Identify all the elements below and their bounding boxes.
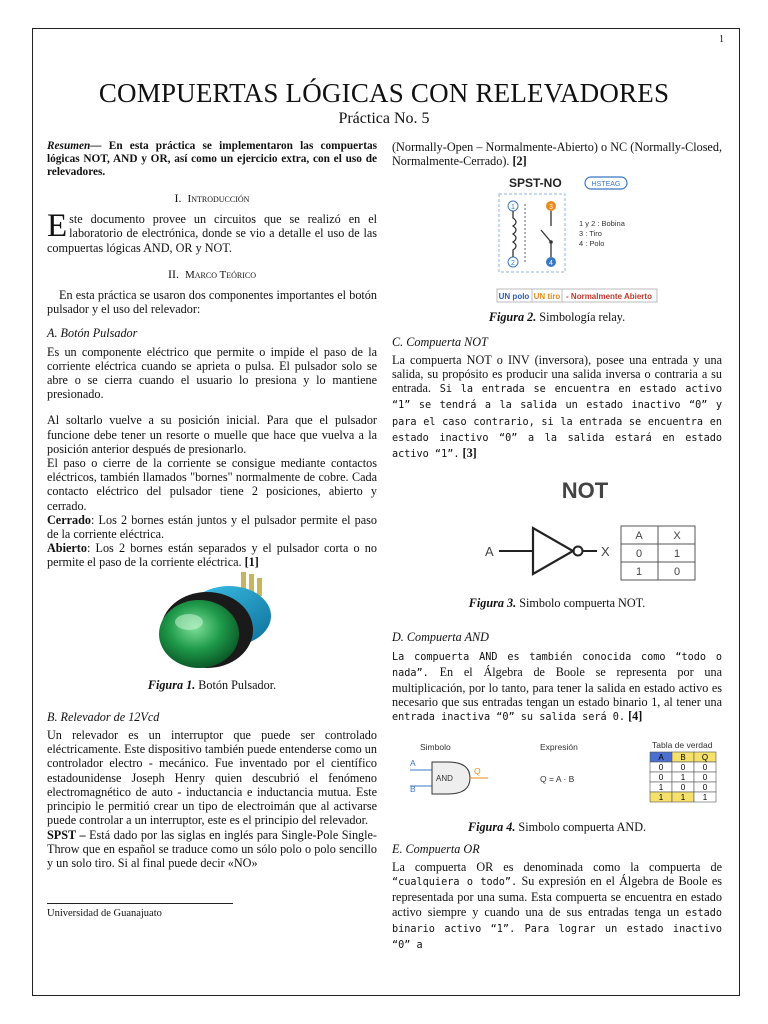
footnote: Universidad de Guanajuato (47, 908, 162, 919)
citation: [3] (459, 446, 477, 461)
footnote-rule (47, 903, 233, 904)
and-truth-table (650, 752, 716, 802)
and-table-cell: 1 (702, 792, 708, 802)
spst-label: SPST – (47, 827, 86, 842)
and-table-cell: 0 (702, 762, 708, 772)
abstract-label: Resumen— (47, 140, 102, 152)
not-gate-figure (437, 470, 681, 588)
intro-paragraph (47, 208, 377, 255)
citation: [1] (244, 555, 259, 570)
right-column (392, 140, 722, 953)
and-table-cell: 0 (702, 782, 708, 792)
or-paragraph (392, 860, 722, 953)
relevador-p1: Un relevador es un interruptor que puede ser controlado eléctricamente. Este dispositivo también puede entenderse como un controlador electro - mecánico. Fue inventado por el científico estadounidense Joseph Henry quien descubrió el fenómeno electromagnético de auto - inductancia e inductancia mutua. Este principio le permitió crear un tipo de electroimán que al activarse puede controlar a un interruptor, este es el principio del relevador. (47, 728, 377, 828)
figure-4-caption (392, 820, 722, 834)
figure-caption-text: Simbolo compuerta AND. (515, 819, 647, 834)
and-table-cell: 0 (658, 772, 664, 782)
boton-p2: Al soltarlo vuelve a su posición inicial. Para que el pulsador funcione debe tener un resorte o muelle que hace que vuelva a la posición anterior después de presionarlo. (47, 413, 377, 456)
figure-3-caption (392, 596, 722, 610)
left-column (47, 140, 377, 870)
and-table-cell: 1 (658, 782, 664, 792)
legend-bar-tiro: UN tiro (533, 292, 561, 302)
not-input-label: A (485, 544, 494, 560)
section-number: I. (174, 191, 182, 205)
and-gate-label: AND (436, 773, 453, 783)
intro-text: ste documento provee un circuitos que se realizó en el laboratorio de electrónica, donde se vio a detalle el uso de las compuertas lógicas AND, OR y NOT. (47, 212, 377, 255)
section-heading-intro (47, 191, 377, 206)
terminal-4: 4 (549, 260, 553, 268)
figure-caption-text: Simbolo compuerta NOT. (516, 596, 646, 611)
and-table-cell: 1 (680, 792, 686, 802)
relay-symbol-figure (457, 174, 657, 306)
legend-bar-polo: UN polo (498, 292, 530, 302)
and-input-a: A (410, 757, 416, 768)
paper-title: COMPUERTAS LÓGICAS CON RELEVADORES (98, 78, 670, 108)
citation: [4] (625, 709, 643, 724)
or-text-1: La compuerta OR es denominada como la compuerta de (392, 860, 722, 875)
and-input-b: B (410, 783, 416, 794)
spst-text: Está dado por las siglas en inglés para Single-Pole Single-Throw que en español se traduce como un sólo polo o polo sencillo y un solo tiro. Si al final puede decir «NO» (47, 827, 377, 870)
and-table-cell: 1 (680, 772, 686, 782)
citation: [2] (512, 154, 527, 169)
relay-logo: HSTEAG (591, 181, 621, 189)
subsection-boton: A. Botón Pulsador (47, 326, 138, 341)
subsection-or: E. Compuerta OR (392, 841, 480, 856)
figure-label: Figura 1. (147, 677, 196, 692)
figure-2-caption (392, 310, 722, 324)
and-table-header: A (658, 752, 664, 762)
and-table-cell: 0 (680, 782, 686, 792)
not-output-label: X (601, 544, 610, 560)
and-paragraph (392, 649, 722, 726)
not-table-header-a: A (635, 530, 643, 543)
not-table-cell: 1 (635, 566, 643, 579)
relevador-spst (47, 828, 377, 871)
not-gate-icon (533, 528, 573, 574)
and-header-symbol: Simbolo (420, 741, 451, 752)
and-header-table: Tabla de verdad (652, 739, 713, 750)
or-text-3: Su expresión en el Álgebra de Boole es representada por una suma. Esta compuerta se encuentra en estado activo siempre y cuando una de sus entradas tenga un (392, 874, 723, 919)
figure-caption-text: Botón Pulsador. (195, 677, 277, 692)
boton-abierto (47, 541, 377, 569)
cerrado-text: : Los 2 bornes están juntos y el pulsador permite el paso de la corriente eléctrica. (47, 512, 377, 542)
abstract (47, 140, 377, 179)
and-text-1: La compuerta AND es también conocida como “todo o nada”. (392, 651, 722, 679)
boton-cerrado (47, 513, 377, 541)
terminal-3: 3 (549, 204, 553, 212)
section-number: II. (167, 266, 179, 281)
and-table-cell: 0 (702, 772, 708, 782)
page-number: 1 (719, 34, 724, 45)
not-text-1: La compuerta NOT o INV (inversora), posee una entrada y una salida, su propósito es producir una salida inversa o contraria a su entrada. (392, 352, 722, 396)
coil-icon (513, 211, 516, 257)
abstract-text: En esta práctica se implementaron las compuertas lógicas NOT, AND y OR, así como un ejercicio extra, con el uso de relevadores. (47, 140, 377, 178)
legend-1: 1 y 2 : Bobina (579, 219, 625, 229)
and-expression: Q = A · B (540, 773, 575, 784)
not-text-2: Si la entrada se encuentra en estado activo “1” se tendrá a la salida un estado inactivo “0” y para el caso contrario, si la entrada se encuentra en estado inactivo “0” a la salida estará en estado activo “1”. (392, 384, 722, 461)
figure-label: Figura 2. (488, 310, 537, 325)
marco-paragraph: En esta práctica se usaron dos componentes importantes el botón pulsador y el uso del relevador: (47, 288, 377, 317)
dropcap: E (47, 208, 68, 245)
legend-3: 4 : Polo (579, 239, 605, 249)
abierto-text: : Los 2 bornes están separados y el pulsador corta o no permite el paso de la corriente eléctrica. (47, 541, 377, 570)
and-table-cell: 1 (658, 792, 664, 802)
relay-continued-text (392, 140, 722, 168)
push-button-image (137, 570, 287, 674)
legend-2: 3 : Tiro (579, 229, 602, 239)
and-table-cell: 0 (680, 762, 686, 772)
switch-icon (541, 230, 551, 242)
figure-caption-text: Simbología relay. (536, 310, 626, 325)
section-title: Introducción (187, 193, 250, 205)
and-gate-figure (392, 740, 722, 816)
paper-subtitle: Práctica No. 5 (338, 110, 430, 127)
or-text-2: “cualquiera o todo”. (392, 877, 518, 889)
not-table-cell: 0 (673, 566, 681, 579)
boton-p1: Es un componente eléctrico que permite o impide el paso de la corriente eléctrica cuando se aprieta o pulsa. El pulsador solo se abre o se cierra cuando el usuario lo presiona y lo mantiene presionado. (47, 344, 377, 402)
legend-bar-abierto: - Normalmente Abierto (566, 292, 652, 302)
not-table-cell: 0 (635, 548, 643, 561)
and-output-label: Q (474, 765, 481, 776)
and-text-2: En el Álgebra de Boole se representa por una multiplicación, por lo tanto, para tener la salida en estado activo es necesario que sus entradas tengan un estado binario 1, al tener una (392, 664, 722, 710)
figure-1-caption (47, 678, 377, 692)
relay-title: SPST-NO (509, 176, 562, 191)
and-table-header: Q (701, 752, 709, 762)
section-title: Marco Teórico (184, 268, 257, 281)
subsection-not: C. Compuerta NOT (392, 334, 488, 349)
terminal-1: 1 (511, 204, 515, 212)
not-paragraph (392, 353, 722, 462)
cerrado-label: Cerrado (47, 512, 91, 527)
cont-text: (Normally-Open – Normalmente-Abierto) o NC (Normally-Closed, Normalmente-Cerrado). (392, 140, 722, 169)
not-table-cell: 1 (673, 548, 681, 561)
and-table-cell: 0 (658, 762, 664, 772)
figure-label: Figura 3. (468, 596, 517, 611)
and-text-3: entrada inactiva “0” su salida será 0. (392, 712, 626, 724)
and-table-header: B (680, 752, 686, 762)
boton-p3: El paso o cierre de la corriente se consigue mediante contactos eléctricos, también llamados "bornes" normalmente de cobre. Cada contacto eléctrico del pulsador tiene 2 posiciones, abierto y cerrado. (47, 456, 377, 513)
terminal-2: 2 (511, 260, 515, 268)
and-header-expression: Expresión (540, 741, 578, 752)
abierto-label: Abierto (47, 541, 87, 556)
not-table-header-x: X (673, 530, 681, 543)
subsection-and: D. Compuerta AND (392, 630, 489, 645)
figure-label: Figura 4. (467, 819, 516, 834)
subsection-relevador: B. Relevador de 12Vcd (47, 709, 160, 724)
or-text-4: estado binario activo “1”. Para lograr un estado inactivo “0” a (392, 907, 722, 952)
section-heading-marco (47, 267, 377, 282)
not-title: NOT (561, 478, 609, 504)
